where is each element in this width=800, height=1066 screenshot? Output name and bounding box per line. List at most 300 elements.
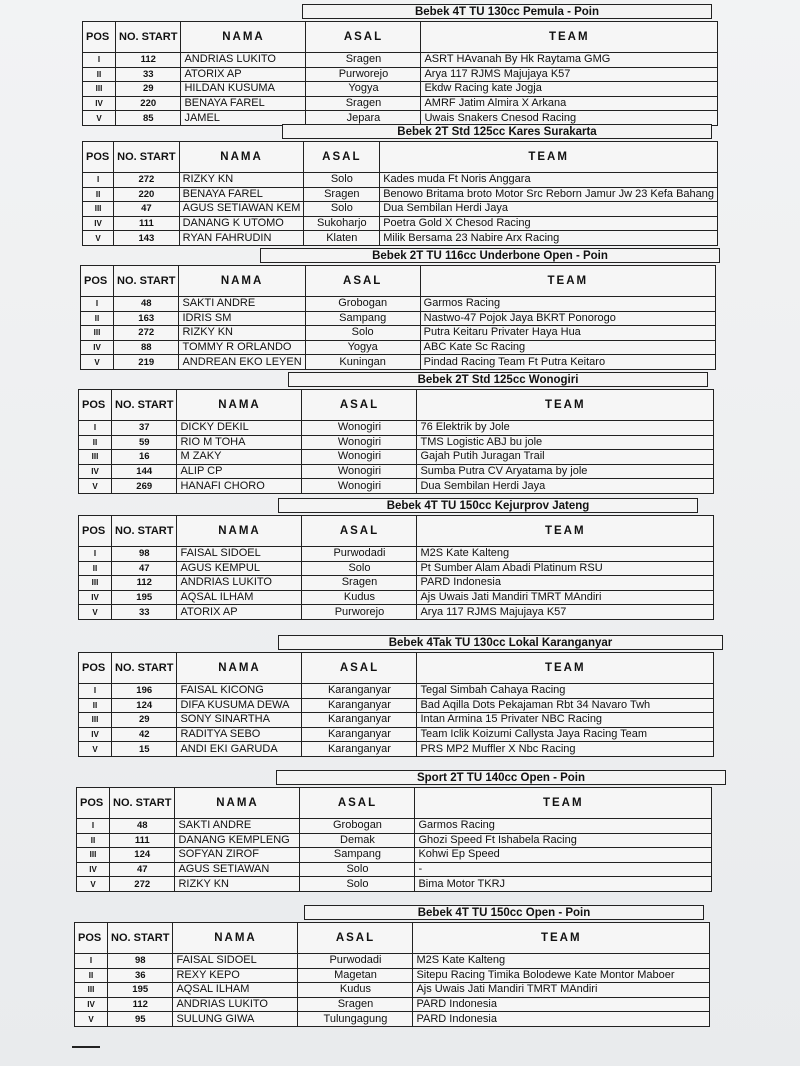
cell-team: Tegal Simbah Cahaya Racing xyxy=(417,684,714,699)
cell-nama: AQSAL ILHAM xyxy=(177,590,302,605)
cell-no-start: 88 xyxy=(114,340,179,355)
table-row xyxy=(79,698,714,713)
header-nama: NAMA xyxy=(179,142,304,173)
table-row xyxy=(79,435,714,450)
cell-asal: Grobogan xyxy=(305,297,420,312)
cell-pos: V xyxy=(79,479,112,494)
cell-no-start: 59 xyxy=(112,435,177,450)
cell-asal: Solo xyxy=(304,202,380,217)
cell-team: Milik Bersama 23 Nabire Arx Racing xyxy=(380,231,718,246)
cell-asal: Sragen xyxy=(302,576,417,591)
cell-no-start: 98 xyxy=(108,954,173,969)
cell-asal: Wonogiri xyxy=(302,435,417,450)
header-team: TEAM xyxy=(417,653,714,684)
table-header-row xyxy=(77,788,712,819)
cell-nama: FAISAL SIDOEL xyxy=(177,547,302,562)
cell-nama: HILDAN KUSUMA xyxy=(181,82,306,97)
cell-team: PRS MP2 Muffler X Nbc Racing xyxy=(417,742,714,757)
cell-nama: AGUS SETIAWAN xyxy=(175,862,300,877)
cell-pos: I xyxy=(83,173,114,188)
cell-nama: SAKTI ANDRE xyxy=(175,819,300,834)
section-title: Sport 2T TU 140cc Open - Poin xyxy=(276,770,726,785)
table-row xyxy=(75,1012,710,1027)
cell-pos: IV xyxy=(83,96,116,111)
cell-nama: SOFYAN ZIROF xyxy=(175,848,300,863)
cell-team: Bad Aqilla Dots Pekajaman Rbt 34 Navaro Twh xyxy=(417,698,714,713)
cell-nama: FAISAL SIDOEL xyxy=(173,954,298,969)
cell-team: Sumba Putra CV Aryatama by jole xyxy=(417,464,714,479)
cell-no-start: 29 xyxy=(112,713,177,728)
table-row xyxy=(83,67,718,82)
cell-asal: Grobogan xyxy=(300,819,415,834)
table-row xyxy=(81,340,716,355)
cell-asal: Purwodadi xyxy=(298,954,413,969)
cell-asal: Solo xyxy=(302,561,417,576)
header-asal: ASAL xyxy=(304,142,380,173)
cell-nama: RYAN FAHRUDIN xyxy=(179,231,304,246)
cell-asal: Jepara xyxy=(306,111,421,126)
cell-no-start: 163 xyxy=(114,311,179,326)
header-nama: NAMA xyxy=(177,653,302,684)
header-nama: NAMA xyxy=(179,266,305,297)
header-team: TEAM xyxy=(415,788,712,819)
cell-pos: III xyxy=(79,450,112,465)
cell-no-start: 42 xyxy=(112,727,177,742)
cell-pos: III xyxy=(83,202,114,217)
cell-nama: ATORIX AP xyxy=(177,605,302,620)
cell-team: Nastwo-47 Pojok Jaya BKRT Ponorogo xyxy=(420,311,715,326)
cell-no-start: 144 xyxy=(112,464,177,479)
table-row xyxy=(81,311,716,326)
header-asal: ASAL xyxy=(302,653,417,684)
header-nama: NAMA xyxy=(175,788,300,819)
cell-team: Team Iclik Koizumi Callysta Jaya Racing Team xyxy=(417,727,714,742)
cell-nama: ALIP CP xyxy=(177,464,302,479)
cell-no-start: 15 xyxy=(112,742,177,757)
cell-no-start: 112 xyxy=(112,576,177,591)
cell-pos: IV xyxy=(81,340,114,355)
cell-pos: IV xyxy=(83,216,114,231)
cell-no-start: 95 xyxy=(108,1012,173,1027)
cell-pos: I xyxy=(83,53,116,68)
cell-no-start: 195 xyxy=(108,983,173,998)
cell-no-start: 195 xyxy=(112,590,177,605)
table-header-row xyxy=(79,653,714,684)
table-row xyxy=(83,216,718,231)
cell-pos: IV xyxy=(79,590,112,605)
cell-no-start: 269 xyxy=(112,479,177,494)
cell-pos: III xyxy=(77,848,110,863)
cell-asal: Wonogiri xyxy=(302,464,417,479)
cell-asal: Kuningan xyxy=(305,355,420,370)
cell-no-start: 47 xyxy=(114,202,179,217)
cell-pos: I xyxy=(81,297,114,312)
cell-team: Gajah Putih Juragan Trail xyxy=(417,450,714,465)
cell-team: Kohwi Ep Speed xyxy=(415,848,712,863)
header-no-start: NO. START xyxy=(116,22,181,53)
cell-asal: Yogya xyxy=(306,82,421,97)
header-team: TEAM xyxy=(417,516,714,547)
cell-no-start: 112 xyxy=(116,53,181,68)
cell-nama: RIZKY KN xyxy=(179,326,305,341)
cell-nama: FAISAL KICONG xyxy=(177,684,302,699)
cell-nama: RADITYA SEBO xyxy=(177,727,302,742)
cell-nama: BENAYA FAREL xyxy=(179,187,304,202)
header-no-start: NO. START xyxy=(108,923,173,954)
section-title: Bebek 4T TU 150cc Open - Poin xyxy=(304,905,704,920)
cell-asal: Wonogiri xyxy=(302,479,417,494)
cell-asal: Demak xyxy=(300,833,415,848)
header-pos: POS xyxy=(79,390,112,421)
header-asal: ASAL xyxy=(302,390,417,421)
cell-no-start: 124 xyxy=(112,698,177,713)
cell-pos: III xyxy=(79,713,112,728)
cell-team: AMRF Jatim Almira X Arkana xyxy=(421,96,718,111)
cell-nama: RIO M TOHA xyxy=(177,435,302,450)
cell-asal: Purworejo xyxy=(302,605,417,620)
cell-nama: RIZKY KN xyxy=(179,173,304,188)
cell-team: Arya 117 RJMS Majujaya K57 xyxy=(421,67,718,82)
cell-team: Poetra Gold X Chesod Racing xyxy=(380,216,718,231)
cell-team: PARD Indonesia xyxy=(413,997,710,1012)
cell-no-start: 85 xyxy=(116,111,181,126)
table-row xyxy=(83,187,718,202)
cell-asal: Tulungagung xyxy=(298,1012,413,1027)
table-header-row xyxy=(83,22,718,53)
cell-no-start: 37 xyxy=(112,421,177,436)
cell-pos: III xyxy=(83,82,116,97)
cell-pos: V xyxy=(79,605,112,620)
header-pos: POS xyxy=(83,22,116,53)
header-nama: NAMA xyxy=(177,516,302,547)
cell-team: Bima Motor TKRJ xyxy=(415,877,712,892)
cell-team: Ajs Uwais Jati Mandiri TMRT MAndiri xyxy=(417,590,714,605)
header-pos: POS xyxy=(83,142,114,173)
cell-nama: ANDRIAS LUKITO xyxy=(181,53,306,68)
cell-team: Benowo Britama broto Motor Src Reborn Jamur Jw 23 Kefa Bahang xyxy=(380,187,718,202)
table-row xyxy=(79,421,714,436)
table-header-row xyxy=(75,923,710,954)
cell-asal: Sampang xyxy=(300,848,415,863)
table-row xyxy=(79,479,714,494)
cell-no-start: 98 xyxy=(112,547,177,562)
cell-asal: Karanganyar xyxy=(302,684,417,699)
section-title: Bebek 2T TU 116cc Underbone Open - Poin xyxy=(260,248,720,263)
header-team: TEAM xyxy=(421,22,718,53)
table-row xyxy=(79,605,714,620)
cell-asal: Yogya xyxy=(305,340,420,355)
header-asal: ASAL xyxy=(302,516,417,547)
page-mark xyxy=(72,1046,100,1048)
cell-no-start: 47 xyxy=(110,862,175,877)
cell-pos: IV xyxy=(79,464,112,479)
cell-nama: DANANG KEMPLENG xyxy=(175,833,300,848)
cell-no-start: 111 xyxy=(110,833,175,848)
cell-team: Putra Keitaru Privater Haya Hua xyxy=(420,326,715,341)
cell-asal: Kudus xyxy=(298,983,413,998)
cell-asal: Sragen xyxy=(306,53,421,68)
cell-team: PARD Indonesia xyxy=(417,576,714,591)
cell-no-start: 196 xyxy=(112,684,177,699)
table-row xyxy=(77,848,712,863)
cell-team: Garmos Racing xyxy=(420,297,715,312)
cell-no-start: 272 xyxy=(110,877,175,892)
header-team: TEAM xyxy=(380,142,718,173)
table-row xyxy=(77,819,712,834)
cell-no-start: 124 xyxy=(110,848,175,863)
cell-nama: ANDRIAS LUKITO xyxy=(173,997,298,1012)
header-team: TEAM xyxy=(413,923,710,954)
cell-nama: ANDI EKI GARUDA xyxy=(177,742,302,757)
table-row xyxy=(75,997,710,1012)
table-row xyxy=(79,742,714,757)
header-pos: POS xyxy=(77,788,110,819)
cell-asal: Sragen xyxy=(306,96,421,111)
table-row xyxy=(81,355,716,370)
header-nama: NAMA xyxy=(173,923,298,954)
table-header-row xyxy=(79,390,714,421)
table-header-row xyxy=(81,266,716,297)
cell-asal: Kudus xyxy=(302,590,417,605)
header-asal: ASAL xyxy=(300,788,415,819)
table-row xyxy=(75,983,710,998)
cell-nama: SAKTI ANDRE xyxy=(179,297,305,312)
table-row xyxy=(77,833,712,848)
cell-nama: M ZAKY xyxy=(177,450,302,465)
cell-pos: II xyxy=(81,311,114,326)
header-pos: POS xyxy=(81,266,114,297)
cell-asal: Magetan xyxy=(298,968,413,983)
table-row xyxy=(83,173,718,188)
cell-team: ASRT HAvanah By Hk Raytama GMG xyxy=(421,53,718,68)
cell-no-start: 220 xyxy=(114,187,179,202)
table-row xyxy=(79,713,714,728)
cell-pos: II xyxy=(77,833,110,848)
header-nama: NAMA xyxy=(177,390,302,421)
cell-pos: IV xyxy=(77,862,110,877)
results-table xyxy=(82,21,718,126)
cell-team: PARD Indonesia xyxy=(413,1012,710,1027)
cell-nama: RIZKY KN xyxy=(175,877,300,892)
cell-no-start: 47 xyxy=(112,561,177,576)
header-pos: POS xyxy=(79,516,112,547)
cell-nama: SONY SINARTHA xyxy=(177,713,302,728)
cell-pos: I xyxy=(79,421,112,436)
cell-team: - xyxy=(415,862,712,877)
results-table xyxy=(82,141,718,246)
table-row xyxy=(81,326,716,341)
header-asal: ASAL xyxy=(298,923,413,954)
cell-asal: Sukoharjo xyxy=(304,216,380,231)
cell-team: Ajs Uwais Jati Mandiri TMRT MAndiri xyxy=(413,983,710,998)
cell-no-start: 219 xyxy=(114,355,179,370)
section-title: Bebek 4T TU 150cc Kejurprov Jateng xyxy=(278,498,698,513)
header-no-start: NO. START xyxy=(112,390,177,421)
cell-team: Pindad Racing Team Ft Putra Keitaro xyxy=(420,355,715,370)
cell-nama: JAMEL xyxy=(181,111,306,126)
cell-asal: Solo xyxy=(304,173,380,188)
section-title: Bebek 2T Std 125cc Kares Surakarta xyxy=(282,124,712,139)
cell-nama: AGUS KEMPUL xyxy=(177,561,302,576)
cell-pos: IV xyxy=(79,727,112,742)
results-table xyxy=(78,389,714,494)
cell-no-start: 272 xyxy=(114,326,179,341)
table-row xyxy=(77,862,712,877)
cell-team: 76 Elektrik by Jole xyxy=(417,421,714,436)
cell-asal: Klaten xyxy=(304,231,380,246)
cell-asal: Karanganyar xyxy=(302,727,417,742)
header-team: TEAM xyxy=(417,390,714,421)
cell-asal: Wonogiri xyxy=(302,421,417,436)
cell-no-start: 16 xyxy=(112,450,177,465)
cell-pos: II xyxy=(79,698,112,713)
header-asal: ASAL xyxy=(306,22,421,53)
cell-nama: ANDREAN EKO LEYEN xyxy=(179,355,305,370)
cell-nama: TOMMY R ORLANDO xyxy=(179,340,305,355)
header-no-start: NO. START xyxy=(114,142,179,173)
header-no-start: NO. START xyxy=(114,266,179,297)
cell-no-start: 272 xyxy=(114,173,179,188)
cell-no-start: 48 xyxy=(114,297,179,312)
cell-asal: Karanganyar xyxy=(302,713,417,728)
cell-no-start: 29 xyxy=(116,82,181,97)
results-table xyxy=(78,515,714,620)
cell-team: Garmos Racing xyxy=(415,819,712,834)
cell-asal: Karanganyar xyxy=(302,742,417,757)
header-asal: ASAL xyxy=(305,266,420,297)
table-row xyxy=(83,202,718,217)
cell-pos: I xyxy=(79,684,112,699)
cell-pos: IV xyxy=(75,997,108,1012)
header-nama: NAMA xyxy=(181,22,306,53)
cell-no-start: 33 xyxy=(116,67,181,82)
cell-no-start: 33 xyxy=(112,605,177,620)
header-no-start: NO. START xyxy=(112,653,177,684)
cell-asal: Sragen xyxy=(298,997,413,1012)
cell-team: M2S Kate Kalteng xyxy=(417,547,714,562)
cell-nama: AGUS SETIAWAN KEM xyxy=(179,202,304,217)
cell-asal: Solo xyxy=(300,877,415,892)
section-title: Bebek 2T Std 125cc Wonogiri xyxy=(288,372,708,387)
table-row xyxy=(75,968,710,983)
cell-pos: II xyxy=(79,435,112,450)
cell-no-start: 143 xyxy=(114,231,179,246)
table-row xyxy=(79,547,714,562)
cell-pos: V xyxy=(83,111,116,126)
header-pos: POS xyxy=(75,923,108,954)
cell-pos: I xyxy=(79,547,112,562)
header-team: TEAM xyxy=(420,266,715,297)
results-table xyxy=(74,922,710,1027)
results-table xyxy=(78,652,714,757)
header-pos: POS xyxy=(79,653,112,684)
table-row xyxy=(83,96,718,111)
cell-nama: DANANG K UTOMO xyxy=(179,216,304,231)
table-row xyxy=(79,727,714,742)
table-row xyxy=(81,297,716,312)
cell-team: Sitepu Racing Timika Bolodewe Kate Montor Maboer xyxy=(413,968,710,983)
section-title: Bebek 4Tak TU 130cc Lokal Karanganyar xyxy=(278,635,723,650)
cell-nama: DICKY DEKIL xyxy=(177,421,302,436)
cell-pos: I xyxy=(77,819,110,834)
header-no-start: NO. START xyxy=(110,788,175,819)
cell-no-start: 111 xyxy=(114,216,179,231)
cell-asal: Wonogiri xyxy=(302,450,417,465)
cell-asal: Sragen xyxy=(304,187,380,202)
table-row xyxy=(79,450,714,465)
table-row xyxy=(75,954,710,969)
results-table xyxy=(80,265,716,370)
cell-team: Uwais Snakers Cnesod Racing xyxy=(421,111,718,126)
cell-pos: II xyxy=(79,561,112,576)
cell-no-start: 112 xyxy=(108,997,173,1012)
cell-pos: V xyxy=(77,877,110,892)
table-row xyxy=(79,590,714,605)
cell-pos: V xyxy=(81,355,114,370)
results-table xyxy=(76,787,712,892)
cell-team: M2S Kate Kalteng xyxy=(413,954,710,969)
cell-pos: III xyxy=(75,983,108,998)
section-title: Bebek 4T TU 130cc Pemula - Poin xyxy=(302,4,712,19)
cell-nama: AQSAL ILHAM xyxy=(173,983,298,998)
cell-pos: II xyxy=(75,968,108,983)
table-header-row xyxy=(79,516,714,547)
cell-nama: IDRIS SM xyxy=(179,311,305,326)
cell-team: Pt Sumber Alam Abadi Platinum RSU xyxy=(417,561,714,576)
cell-nama: REXY KEPO xyxy=(173,968,298,983)
cell-no-start: 48 xyxy=(110,819,175,834)
cell-pos: III xyxy=(81,326,114,341)
cell-nama: DIFA KUSUMA DEWA xyxy=(177,698,302,713)
cell-team: Ghozi Speed Ft Ishabela Racing xyxy=(415,833,712,848)
table-row xyxy=(83,231,718,246)
cell-nama: SULUNG GIWA xyxy=(173,1012,298,1027)
table-row xyxy=(79,576,714,591)
table-row xyxy=(83,53,718,68)
cell-nama: ANDRIAS LUKITO xyxy=(177,576,302,591)
cell-nama: HANAFI CHORO xyxy=(177,479,302,494)
cell-pos: V xyxy=(75,1012,108,1027)
cell-asal: Karanganyar xyxy=(302,698,417,713)
table-row xyxy=(79,561,714,576)
cell-pos: V xyxy=(83,231,114,246)
cell-asal: Purworejo xyxy=(306,67,421,82)
cell-asal: Sampang xyxy=(305,311,420,326)
cell-pos: III xyxy=(79,576,112,591)
cell-pos: I xyxy=(75,954,108,969)
cell-no-start: 36 xyxy=(108,968,173,983)
cell-asal: Solo xyxy=(300,862,415,877)
cell-nama: ATORIX AP xyxy=(181,67,306,82)
header-no-start: NO. START xyxy=(112,516,177,547)
cell-nama: BENAYA FAREL xyxy=(181,96,306,111)
cell-pos: V xyxy=(79,742,112,757)
cell-pos: II xyxy=(83,187,114,202)
cell-team: TMS Logistic ABJ bu jole xyxy=(417,435,714,450)
cell-team: Dua Sembilan Herdi Jaya xyxy=(380,202,718,217)
cell-no-start: 220 xyxy=(116,96,181,111)
cell-pos: II xyxy=(83,67,116,82)
table-row xyxy=(79,464,714,479)
cell-team: Intan Armina 15 Privater NBC Racing xyxy=(417,713,714,728)
cell-team: Dua Sembilan Herdi Jaya xyxy=(417,479,714,494)
cell-asal: Solo xyxy=(305,326,420,341)
table-row xyxy=(83,82,718,97)
cell-asal: Purwodadi xyxy=(302,547,417,562)
cell-team: Kades muda Ft Noris Anggara xyxy=(380,173,718,188)
cell-team: ABC Kate Sc Racing xyxy=(420,340,715,355)
cell-team: Ekdw Racing kate Jogja xyxy=(421,82,718,97)
